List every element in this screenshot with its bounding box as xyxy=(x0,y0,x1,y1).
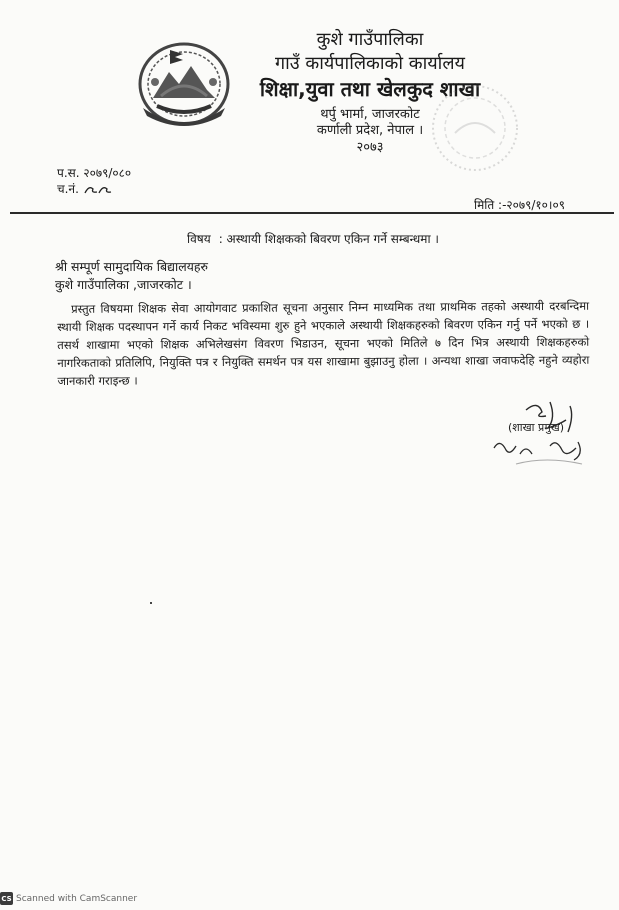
camscanner-text: Scanned with CamScanner xyxy=(16,893,138,904)
office-name-line3: शिक्षा,युवा तथा खेलकुद शाखा xyxy=(259,77,481,101)
office-name-line1: कुशे गाउँपालिका xyxy=(316,29,424,50)
office-province: कर्णाली प्रदेश, नेपाल । xyxy=(316,123,424,138)
camscanner-footer xyxy=(0,892,137,905)
letter-serial-number: प.स. २०७९/०८० xyxy=(57,166,132,180)
camscanner-logo-icon: CS xyxy=(0,892,13,905)
dispatch-number xyxy=(57,180,119,197)
subject-line xyxy=(187,230,439,247)
office-stamp-icon xyxy=(425,78,525,178)
handwritten-dispatch-number-icon xyxy=(83,183,119,197)
subject-text: : अस्थायी शिक्षकको बिवरण एकिन गर्ने सम्बन्धमा । xyxy=(218,232,439,246)
signatory-title: (शाखा प्रमुख) xyxy=(508,421,565,434)
subject-label: विषय xyxy=(187,232,211,246)
recipient-line1: श्री सम्पूर्ण सामुदायिक बिद्यालयहरु xyxy=(55,259,209,274)
dispatch-number-label: च.नं. xyxy=(57,182,79,196)
office-name-line2: गाउँ कार्यपालिकाको कार्यालय xyxy=(275,53,465,74)
office-address: थर्पु भार्मा, जाजरकोट xyxy=(320,107,420,122)
scan-speck xyxy=(150,602,152,604)
header-divider xyxy=(10,212,614,214)
recipient-line2: कुशे गाउँपालिका ,जाजरकोट । xyxy=(55,277,192,292)
letter-date: मिति :-२०७९/१०।०९ xyxy=(474,198,565,212)
letter-body: प्रस्तुत विषयमा शिक्षक सेवा आयोगवाट प्रकाशित सूचना अनुसार निम्न माध्यमिक तथा प्राथमिक तहको अस्थायी दरबन्दिमा स्थायी शिक्षक पदस्थापन गर्ने कार्य निकट भविस्यमा शुरु हुने भएकाले अस्थायी शिक्षकहरुको बिवरण एकिन गर्नु पर्ने भएको छ । तसर्थ शाखामा भएको शिक्षक अभिलेखसंग विवरण भिडाउन, सूचना भएको मितिले ७ दिन भित्र अस्थायी शिक्षकहरुको नागरिकताको प्रतिलिपि, नियुक्ति पत्र र नियुक्ति समर्थन पत्र यस शाखामा बुझाउनु होला । अन्यथा शाखा जवाफदेहि नहुने व्यहोरा जानकारी गराइन्छ । xyxy=(57,298,590,388)
office-established-year: २०७३ xyxy=(356,140,384,155)
handwritten-signature-icon xyxy=(486,398,596,478)
